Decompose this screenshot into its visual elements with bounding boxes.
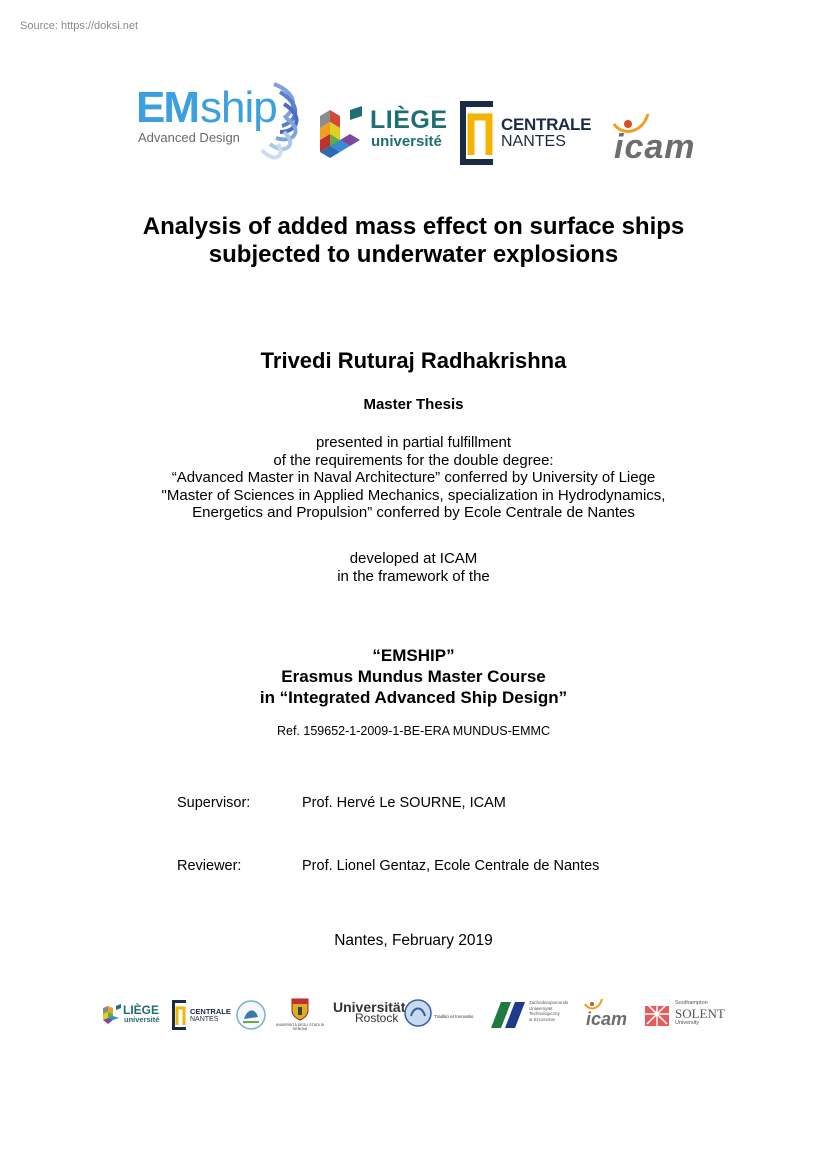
- rostock-seal-icon: [404, 998, 432, 1028]
- szczecin-line: w Szczecinie: [529, 1016, 556, 1022]
- centrale-bracket-icon: [459, 101, 499, 165]
- footer-solent-line2: SOLENT: [675, 1006, 725, 1021]
- footer-icam-text: icam: [586, 1009, 628, 1029]
- icam-logo-text: icam: [614, 128, 696, 166]
- swirl-icon: [254, 82, 306, 164]
- degree-statement: [0, 434, 827, 522]
- szczecin-line: Technologiczny: [529, 1011, 560, 1016]
- footer-icam-logo: [584, 996, 640, 1034]
- footer-rostock-logo: [333, 996, 474, 1034]
- author-name: Trivedi Ruturaj Radhakrishna: [260, 348, 567, 373]
- liege-mosaic-icon: [103, 1004, 123, 1028]
- degree-line: presented in partial fulfillment: [315, 434, 512, 451]
- liege-logo-line1: LIÈGE: [370, 106, 448, 134]
- centrale-logo-line2: NANTES: [501, 133, 566, 150]
- thesis-title: [0, 213, 827, 269]
- source-label: Source: https://doksi.net: [20, 20, 139, 32]
- szczecin-line: Uniwersytet: [529, 1005, 553, 1011]
- zut-stripes-icon: [487, 1000, 527, 1030]
- program-line: in “Integrated Advanced Ship Design”: [259, 688, 568, 707]
- footer-liege-line2: université: [124, 1015, 160, 1024]
- footer-rostock-line2: Rostock: [355, 1011, 399, 1025]
- liege-logo: [318, 106, 448, 158]
- developed-line: developed at ICAM: [349, 550, 478, 567]
- emship-logo-subtitle: Advanced Design: [138, 130, 240, 145]
- degree-line: Energetics and Propulsion” conferred by Ecole Centrale de Nantes: [192, 504, 635, 521]
- liege-mosaic-icon: [318, 106, 368, 158]
- program-reference: Ref. 159652-1-2009-1-BE-ERA MUNDUS-EMMC: [276, 724, 550, 738]
- szczecin-line: Zachodniopomorski: [529, 1000, 569, 1005]
- footer-rostock-motto: Traditio et Innovatio: [434, 1014, 474, 1019]
- footer-centrale-line1: CENTRALE: [190, 1007, 231, 1016]
- thesis-title-line2: subjected to underwater explosions: [208, 241, 619, 268]
- centrale-nantes-logo: [459, 101, 592, 165]
- genova-crest-icon: [291, 997, 309, 1021]
- footer-centrale-logo: [172, 996, 232, 1034]
- degree-line: of the requirements for the double degree:: [273, 451, 554, 469]
- supervisor-label: Supervisor:: [177, 795, 251, 811]
- reviewer-label: Reviewer:: [177, 858, 242, 874]
- developed-at: [0, 550, 827, 585]
- icam-logo: [612, 112, 712, 167]
- footer-rostock-line1: Universität: [333, 999, 406, 1015]
- thesis-title-line1: Analysis of added mass effect on surface ships: [142, 213, 685, 240]
- footer-genova-logo: [275, 996, 325, 1034]
- solent-star-icon: [641, 998, 673, 1030]
- place-date: Nantes, February 2019: [334, 932, 493, 949]
- footer-solent-line3: University: [675, 1020, 700, 1026]
- footer-szczecin-logo: [487, 996, 582, 1034]
- centrale-logo-line1: CENTRALE: [501, 115, 592, 134]
- program-name: [0, 645, 827, 708]
- footer-centrale-line2: NANTES: [190, 1016, 219, 1023]
- footer-solent-line1: Southampton: [675, 1000, 708, 1006]
- footer-genova-text: UNIVERSITÀ DEGLI STUDI DI GENOVA: [275, 1023, 325, 1031]
- footer-liege-logo: [103, 996, 165, 1034]
- program-line: Erasmus Mundus Master Course: [281, 667, 546, 686]
- footer-seal-logo: [235, 996, 267, 1034]
- developed-line: in the framework of the: [337, 567, 490, 585]
- program-line: “EMSHIP”: [372, 646, 455, 665]
- centrale-bracket-icon: [172, 1000, 188, 1030]
- university-seal-icon: [235, 999, 267, 1031]
- footer-liege-line1: LIÈGE: [123, 1003, 160, 1017]
- footer-szczecin-text: [529, 1000, 568, 1022]
- reviewer-value: Prof. Lionel Gentaz, Ecole Centrale de Nantes: [302, 858, 600, 874]
- emship-logo: [136, 82, 306, 164]
- footer-solent-logo: [641, 996, 731, 1034]
- document-type: Master Thesis: [363, 396, 464, 413]
- degree-line: “Advanced Master in Naval Architecture” conferred by University of Liege: [171, 469, 656, 486]
- degree-line: "Master of Sciences in Applied Mechanics, specialization in Hydrodynamics,: [161, 486, 666, 504]
- liege-logo-line2: université: [371, 133, 442, 150]
- emship-logo-em: EM: [136, 83, 198, 132]
- supervisor-value: Prof. Hervé Le SOURNE, ICAM: [302, 795, 506, 811]
- emship-logo-ship: ship: [200, 83, 277, 132]
